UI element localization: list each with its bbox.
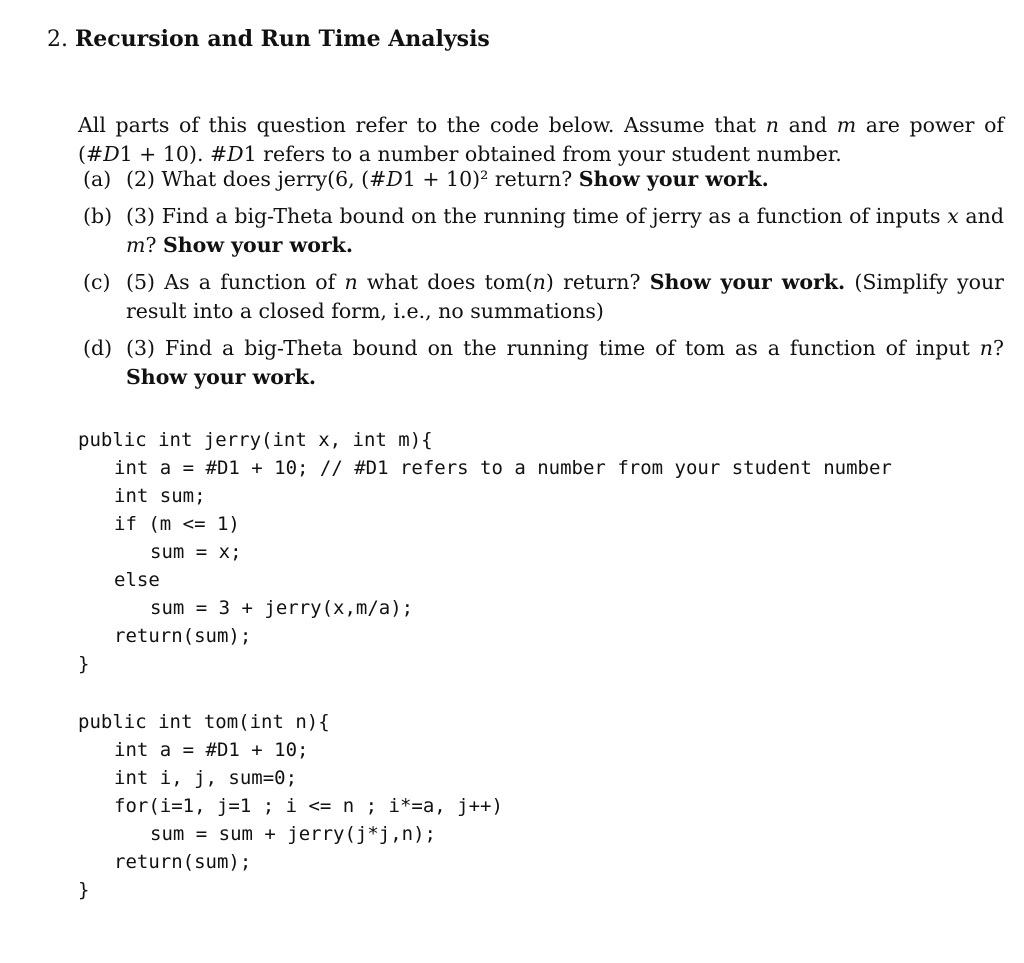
show-work-emphasis: Show your work. (578, 167, 769, 191)
part-text: (5) As a function of (126, 270, 345, 294)
part-label: (b) (83, 204, 113, 228)
code-line: } (78, 653, 90, 675)
math-variable-d: D (386, 167, 403, 191)
intro-text: 1 + 10). # (119, 141, 228, 166)
code-line: else (114, 569, 160, 591)
jerry-code-block (78, 426, 892, 678)
code-line: sum = sum + jerry(j*j,n); (150, 823, 436, 845)
section-heading (47, 24, 490, 55)
show-work-emphasis: Show your work. (162, 233, 354, 257)
math-variable-x: x (947, 204, 959, 228)
part-text: (3) Find a big-Theta bound on the running time of tom as a function of input (126, 336, 980, 360)
code-line: } (78, 879, 90, 901)
part-text: ) return? (545, 270, 650, 294)
math-variable-m: m (126, 233, 146, 257)
code-line: int i, j, sum=0; (114, 767, 298, 789)
part-text: ? (145, 233, 163, 257)
intro-text: and (778, 112, 837, 137)
part-label: (d) (83, 336, 113, 360)
question-parts-list (83, 165, 1004, 392)
part-text: 1 + 10)² return? (402, 167, 579, 191)
part-label: (c) (83, 270, 111, 294)
code-line: if (m <= 1) (114, 513, 240, 535)
part-text: (Simplify your result into a closed form, i.e., no summations) (126, 270, 1004, 323)
code-line: public int jerry(int x, int m){ (78, 429, 433, 451)
question-part-c (83, 268, 1004, 326)
code-line: return(sum); (114, 625, 252, 647)
code-line: sum = x; (150, 541, 242, 563)
section-title: Recursion and Run Time Analysis (75, 26, 490, 52)
code-line: int a = #D1 + 10; (114, 739, 309, 761)
intro-text: All parts of this question refer to the code below. Assume that (78, 112, 766, 137)
part-text: what does tom( (357, 270, 533, 294)
math-variable-n: n (765, 112, 779, 137)
question-part-d (83, 334, 1004, 392)
part-text: ? (993, 336, 1004, 360)
math-variable-d: D (103, 141, 120, 166)
show-work-emphasis: Show your work. (126, 365, 317, 389)
code-line: for(i=1, j=1 ; i <= n ; i*=a, j++) (114, 795, 503, 817)
math-variable-n: n (979, 336, 993, 360)
math-variable-n: n (532, 270, 546, 294)
code-line: int sum; (114, 485, 206, 507)
code-line: sum = 3 + jerry(x,m/a); (150, 597, 414, 619)
intro-text: are power of (# (78, 112, 1004, 166)
part-text: and (958, 204, 1004, 228)
part-text: (2) What does jerry(6, (# (126, 167, 387, 191)
math-variable-d: D (227, 141, 244, 166)
part-text: (3) Find a big-Theta bound on the running time of jerry as a function of inputs (126, 204, 948, 228)
section-number: 2. (47, 27, 68, 52)
question-part-a (83, 165, 1004, 194)
code-line: public int tom(int n){ (78, 711, 330, 733)
code-line: int a = #D1 + 10; // #D1 refers to a number from your student number (114, 457, 892, 479)
math-variable-n: n (344, 270, 358, 294)
tom-code-block (78, 708, 503, 904)
math-variable-m: m (836, 112, 857, 137)
part-label: (a) (83, 167, 112, 191)
show-work-emphasis: Show your work. (649, 270, 846, 294)
code-line: return(sum); (114, 851, 252, 873)
intro-text: 1 refers to a number obtained from your student number. (243, 141, 842, 166)
intro-paragraph (78, 111, 1004, 169)
question-part-b (83, 202, 1004, 260)
